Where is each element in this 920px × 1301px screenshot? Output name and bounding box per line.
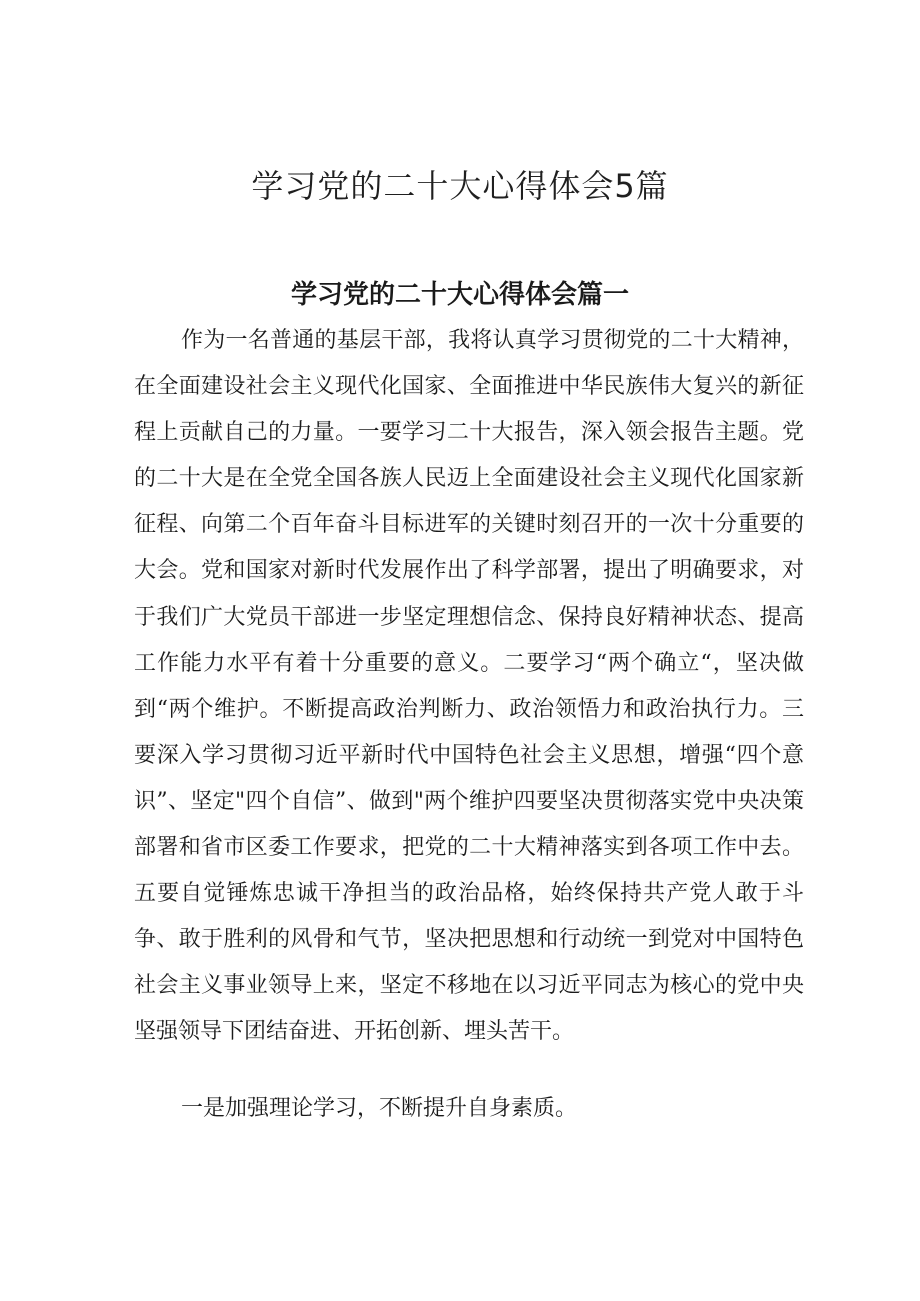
- section-heading: 学习党的二十大心得体会篇一: [290, 280, 629, 310]
- body-paragraph-1: 作为一名普通的基层干部，我将认真学习贯彻党的二十大精神，在全面建设社会主义现代化国家、全面推进中华民族伟大复兴的新征程上贡献自己的力量。一要学习二十大报告，深入领会报告主题。党的二十大是在全党全国各族人民迈上全面建设社会主义现代化国家新征程、向第二个百年奋斗目标进军的关键时刻召开的一次十分重要的大会。党和国家对新时代发展作出了科学部署，提出了明确要求，对于我们广大党员干部进一步坚定理想信念、保持良好精神状态、提高工作能力水平有着十分重要的意义。二要学习“两个确立“，坚决做到“两个维护。不断提高政治判断力、政治领悟力和政治执行力。三要深入学习贯彻习近平新时代中国特色社会主义思想，增强“四个意识”、坚定"四个自信”、做到"两个维护四要坚决贯彻落实党中央决策部署和省市区委工作要求，把党的二十大精神落实到各项工作中去。五要自觉锤炼忠诚干净担当的政治品格，始终保持共产党人敢于斗争、敢于胜利的风骨和气节，坚决把思想和行动统一到党对中国特色社会主义事业领导上来，坚定不移地在以习近平同志为核心的党中央坚强领导下团结奋进、开拓创新、埋头苦干。: [134, 328, 804, 1045]
- document-title: 学习党的二十大心得体会5篇: [251, 167, 669, 205]
- body-paragraph-2: 一是加强理论学习，不断提升自身素质。: [181, 1096, 578, 1121]
